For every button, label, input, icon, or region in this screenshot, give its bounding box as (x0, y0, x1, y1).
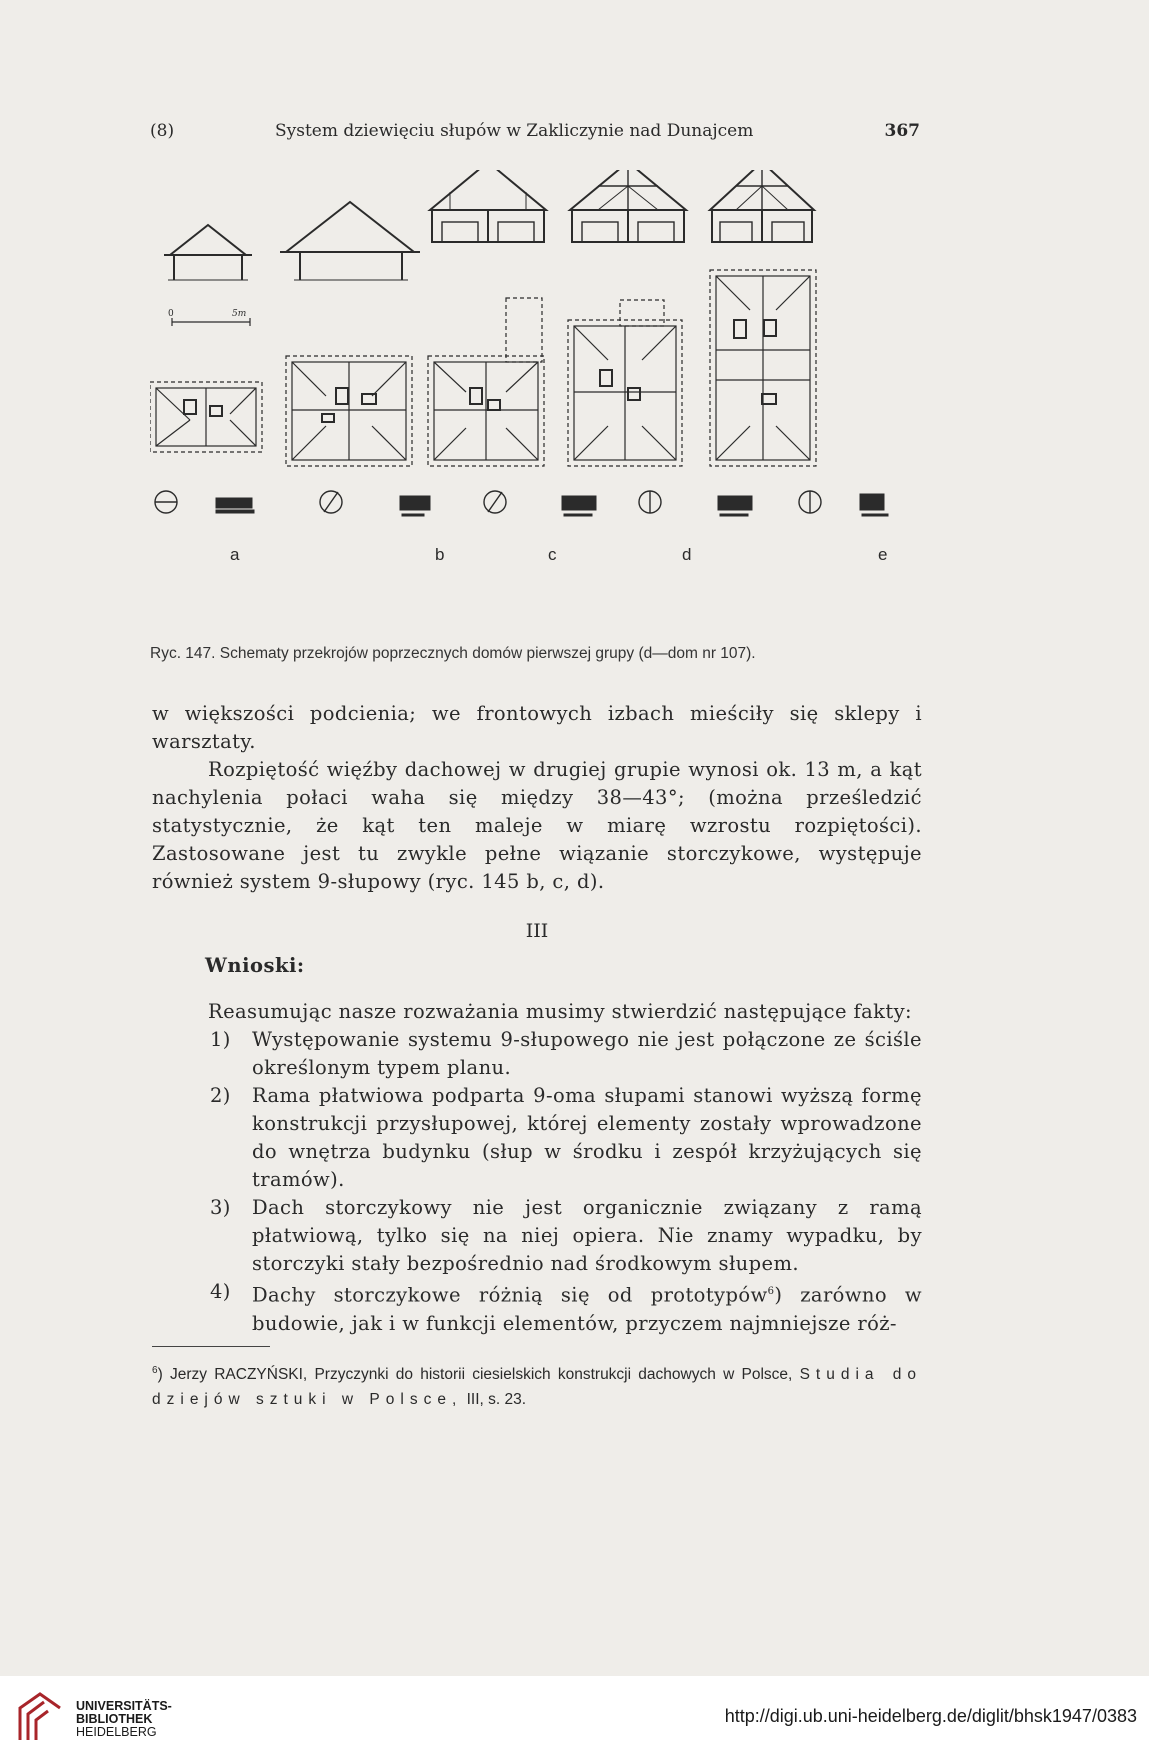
footnote-text: ) Jerzy RACZYŃSKI, Przyczynki do historii ciesielskich konstrukcji dachowych w Polsce, (157, 1366, 793, 1384)
section-b (280, 202, 420, 280)
scale-unit: 5m (232, 309, 247, 319)
item-number: 1) (210, 1028, 231, 1051)
page-number: 367 (884, 121, 920, 141)
profile-symbols (216, 494, 888, 516)
scale-bar (168, 309, 250, 326)
section-d (570, 170, 686, 242)
label-b: b (435, 545, 445, 564)
item-text: Dach storczykowy nie jest organicznie związany z ramą płatwiową, tylko się na niej opiera. Nie znamy wypadku, by storczyki stały bezpośrednio nad środkowym słupem. (252, 1196, 922, 1275)
section-c (430, 170, 546, 242)
source-url[interactable]: http://digi.ub.uni-heidelberg.de/diglit/bhsk1947/0383 (724, 1706, 1137, 1726)
library-line-2: BIBLIOTHEK (76, 1712, 153, 1726)
library-line-3: HEIDELBERG (76, 1725, 157, 1739)
footnote-ref: 6 (767, 1286, 775, 1297)
item-text-after: ) zarówno w budowie, jak i w funkcji elementów, przyczem najmniejsze róż- (252, 1283, 922, 1335)
library-logo-icon (14, 1690, 66, 1746)
item-number: 4) (210, 1280, 231, 1303)
label-c: c (548, 545, 557, 564)
item-text: Występowanie systemu 9-słupowego nie jest połączone ze ściśle określonym typem planu. (252, 1028, 922, 1079)
label-a: a (230, 545, 240, 564)
footnote-ref-pages: III, s. 23. (466, 1391, 527, 1409)
list-item (152, 1194, 922, 1278)
plan-b (286, 356, 412, 466)
footnote-mark: 6 (152, 1365, 158, 1376)
section-number: III (525, 920, 549, 942)
conclusions-list (152, 998, 922, 1338)
list-intro: Reasumując nasze rozważania musimy stwierdzić następujące fakty: (208, 1000, 912, 1023)
label-e: e (878, 545, 888, 564)
footnote (152, 1358, 922, 1412)
item-number: 2) (210, 1084, 231, 1107)
item-text-before: Dachy storczykowe różnią się od prototypów (252, 1283, 768, 1307)
figure-caption: Ryc. 147. Schematy przekrojów poprzecznych domów pierwszej grupy (d—dom nr 107). (150, 645, 756, 662)
running-header (150, 121, 920, 145)
list-item (152, 1026, 922, 1082)
figure-147 (150, 170, 930, 640)
list-item (152, 1278, 922, 1338)
section-a (164, 225, 252, 280)
plan-d (568, 300, 682, 466)
scale-zero: 0 (168, 309, 174, 319)
list-item (152, 1082, 922, 1194)
cross-section-drawings (150, 170, 930, 640)
running-title: System dziewięciu słupów w Zakliczynie nad Dunajcem (275, 121, 754, 141)
section-e (710, 170, 814, 242)
library-line-1: UNIVERSITÄTS- (76, 1699, 172, 1713)
plan-c (428, 298, 544, 466)
footnote-rule (152, 1346, 270, 1347)
plan-e (710, 270, 816, 466)
plan-a (150, 382, 262, 452)
section-heading: Wnioski: (205, 954, 305, 977)
item-text: Rama płatwiowa podparta 9-oma słupami stanowi wyższą formę konstrukcji przysłupowej, której elementy zostały wprowadzone do wnętrza budynku (słup w środku i zespół krzyżujących się tramów). (252, 1084, 922, 1191)
paragraph-2: Rozpiętość więźby dachowej w drugiej grupie wynosi ok. 13 m, a kąt nachylenia połaci waha się między 38—43°; (można prześledzić statystycznie, że kąt ten maleje w miarę wzrostu rozpiętości). Zastosowane jest tu zwykle pełne wiązanie storczykowe, występuje również system 9-słupowy (ryc. 145 b, c, d). (152, 758, 922, 893)
footnote-journal: Studia do dziejów sztuki w Polsce, (152, 1366, 922, 1409)
item-number: 3) (210, 1196, 231, 1219)
chapter-number: (8) (150, 121, 175, 141)
label-d: d (682, 545, 692, 564)
paragraph-1: w większości podcienia; we frontowych izbach mieściły się sklepy i warsztaty. (152, 702, 922, 753)
body-text (152, 700, 922, 896)
library-footer (0, 1676, 1149, 1760)
library-name (76, 1700, 172, 1739)
